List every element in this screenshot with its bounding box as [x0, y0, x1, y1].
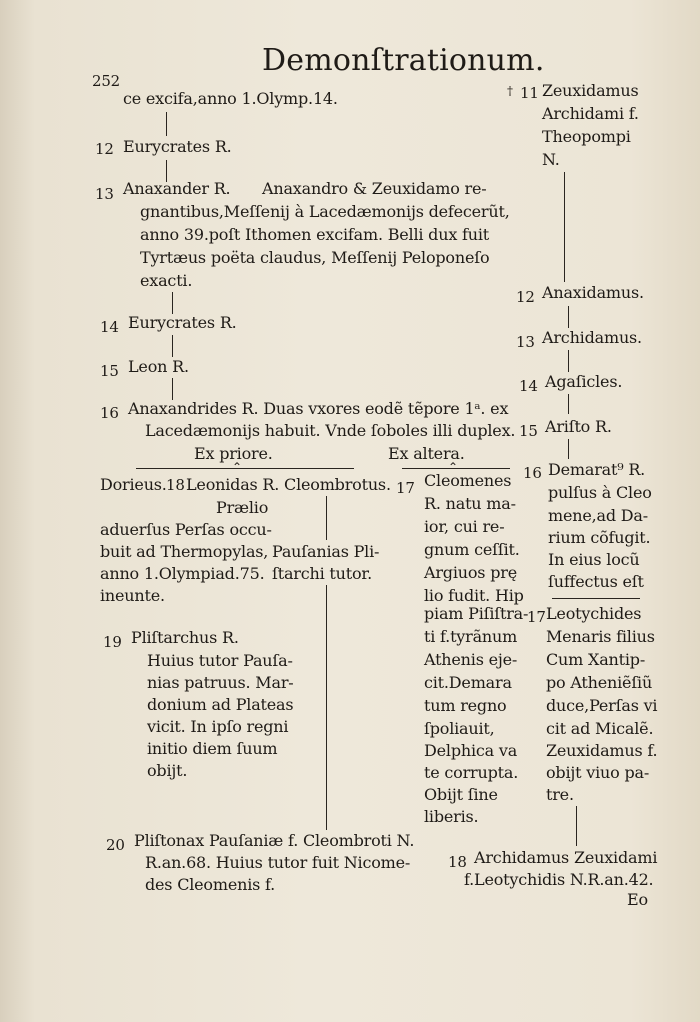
cleomenes-line: Argiuos prę	[424, 563, 517, 582]
lineage-connector	[568, 439, 569, 459]
plistarchus-line: nias patruus. Mar-	[147, 673, 294, 692]
lineage-connector	[172, 335, 173, 357]
king-anaxidamus: Anaxidamus.	[542, 283, 644, 302]
lineage-connector	[576, 806, 577, 846]
brace-priore	[136, 468, 354, 469]
leotychides-line: Zeuxidamus f.	[546, 741, 658, 760]
lineage-connector	[166, 112, 167, 136]
zeuxidamus-line: N.	[542, 150, 560, 169]
cleomenes-line: lio fudit. Hip	[424, 586, 524, 605]
leotychides-line: tre.	[546, 785, 574, 804]
generation-number: 17	[396, 479, 415, 497]
demaratus-line: pulſus à Cleo	[548, 483, 652, 502]
cleomenes-line: gnum ceſſit.	[424, 540, 520, 559]
generation-number: 17	[527, 608, 546, 626]
generation-number: 18	[166, 476, 185, 494]
leotychides-line: duce,Perſas vi	[546, 696, 658, 715]
branch-ex-altera: Ex altera.	[388, 444, 465, 463]
generation-number: 12	[95, 140, 114, 158]
cleomenes-line: ti f.tyrãnum	[424, 627, 518, 646]
lineage-connector	[564, 172, 565, 282]
leonidas-note: aduerſus Perſas occu-	[100, 520, 272, 539]
demaratus-line: Demarat⁹ R.	[548, 460, 646, 479]
anaxandrides-note: Lacedæmonijs habuit. Vnde ſoboles illi duplex.	[145, 421, 516, 440]
lineage-connector	[326, 585, 327, 830]
anaxander-note-line: exacti.	[140, 271, 193, 290]
generation-number: 14	[519, 377, 538, 395]
zeuxidamus-line: Theopompi	[542, 127, 631, 146]
cleomenes-line: Athenis eje-	[424, 650, 518, 669]
king-eurycrates-12: Eurycrates R.	[123, 137, 232, 156]
pausanias-note: ſtarchi tutor.	[272, 564, 372, 583]
king-eurycrates-14: Eurycrates R.	[128, 313, 237, 332]
cleomenes-line: Delphica va	[424, 741, 518, 760]
leonidas-cleombrotus: Leonidas R. Cleombrotus.	[186, 475, 391, 494]
marginal-mark: †	[507, 84, 513, 98]
generation-number: 12	[516, 288, 535, 306]
lineage-connector	[568, 306, 569, 328]
lineage-connector	[568, 350, 569, 372]
king-leon: Leon R.	[128, 357, 189, 376]
cleomenes-line: te corrupta.	[424, 763, 519, 782]
king-aristo: Ariſto R.	[545, 417, 612, 436]
plistarchus-line: Pliſtarchus R.	[131, 628, 239, 647]
demaratus-line: rium cõfugit.	[548, 528, 651, 547]
generation-number: 14	[100, 318, 119, 336]
generation-number: 18	[448, 853, 467, 871]
cleomenes-line: liberis.	[424, 807, 479, 826]
generation-number: 16	[523, 464, 542, 482]
anaxander-note-line: anno 39.poſt Ithomen excifam. Belli dux fuit	[140, 225, 490, 244]
king-agasicles: Agaſicles.	[545, 372, 623, 391]
branch-ex-priore: Ex priore.	[194, 444, 273, 463]
lineage-connector	[172, 292, 173, 314]
leonidas-note: Prælio	[216, 498, 269, 517]
archidamus18-line: f.Leotychidis N.R.an.42.	[464, 870, 654, 889]
page-title: Demonſtrationum.	[262, 43, 545, 78]
cleomenes-line: Obijt ſine	[424, 785, 498, 804]
pausanias-note: Pauſanias Pli-	[272, 542, 380, 561]
leonidas-note: buit ad Thermopylas,	[100, 542, 269, 561]
brace-tip: ⌃	[448, 460, 459, 474]
brace-demaratus	[552, 598, 640, 599]
leonidas-note: anno 1.Olympiad.75.	[100, 564, 265, 583]
plistarchus-line: vicit. In ipſo regni	[147, 717, 289, 736]
plistarchus-line: donium ad Plateas	[147, 695, 294, 714]
zeuxidamus-line: Zeuxidamus	[542, 81, 639, 100]
leotychides-line: Cum Xantip-	[546, 650, 646, 669]
dorieus: Dorieus.	[100, 475, 167, 494]
generation-number: 15	[519, 422, 538, 440]
plistarchus-line: obijt.	[147, 761, 188, 780]
cleomenes-line: cit.Demara	[424, 673, 512, 692]
cleomenes-line: R. natu ma-	[424, 494, 516, 513]
plistarchus-line: initio diem ſuum	[147, 739, 278, 758]
zeuxidamus-line: Archidami f.	[542, 104, 639, 123]
cleomenes-line: ſpoliauit,	[424, 719, 495, 738]
generation-number: 13	[95, 185, 114, 203]
archidamus18-line: Archidamus Zeuxidami	[474, 848, 658, 867]
anaxander-note-line: Tyrtæus poëta claudus, Meſſenij Peloponeſo	[140, 248, 490, 267]
generation-number: 19	[103, 633, 122, 651]
cleomenes-line: Cleomenes	[424, 471, 512, 490]
generation-number: 15	[100, 362, 119, 380]
leotychides-line: Leotychides	[546, 604, 642, 623]
demaratus-line: In eius locũ	[548, 550, 640, 569]
leonidas-note: ineunte.	[100, 586, 165, 605]
king-archidamus: Archidamus.	[542, 328, 642, 347]
cleomenes-line: ior, cui re-	[424, 517, 505, 536]
cleomenes-line: piam Piſiſtra-	[424, 604, 529, 623]
plistarchus-line: Huius tutor Pauſa-	[147, 651, 293, 670]
brace-tip: ⌃	[232, 460, 243, 474]
king-anaxander: Anaxander R.	[123, 179, 231, 198]
plistonax-line: R.an.68. Huius tutor fuit Nicome-	[145, 853, 411, 872]
generation-number: 11	[520, 84, 539, 102]
anaxander-note: Anaxandro & Zeuxidamo re-	[262, 179, 487, 198]
lineage-connector	[172, 378, 173, 400]
plistonax-line: Pliſtonax Pauſaniæ f. Cleombroti N.	[134, 831, 415, 850]
generation-number: 13	[516, 333, 535, 351]
leotychides-line: po Atheniẽſiũ	[546, 673, 653, 692]
anaxander-note-line: gnantibus,Meſſenij à Lacedæmonijs defecerũt,	[140, 202, 510, 221]
generation-number: 16	[100, 404, 119, 422]
line-cont: ce excifa,anno 1.Olymp.14.	[123, 89, 338, 108]
cleomenes-line: tum regno	[424, 696, 507, 715]
leotychides-line: Menaris filius	[546, 627, 655, 646]
lineage-connector	[326, 496, 327, 540]
demaratus-line: mene,ad Da-	[548, 506, 648, 525]
king-anaxandrides: Anaxandrides R. Duas vxores eodẽ tẽpore 1ᵃ. ex	[128, 399, 509, 418]
catchword: Eo	[627, 890, 648, 909]
page-number: 252	[92, 72, 121, 90]
leotychides-line: obijt viuo pa-	[546, 763, 650, 782]
demaratus-line: ſuffectus eſt	[548, 572, 644, 591]
generation-number: 20	[106, 836, 125, 854]
plistonax-line: des Cleomenis f.	[145, 875, 276, 894]
leotychides-line: cit ad Micalẽ.	[546, 719, 654, 738]
lineage-connector	[568, 394, 569, 414]
